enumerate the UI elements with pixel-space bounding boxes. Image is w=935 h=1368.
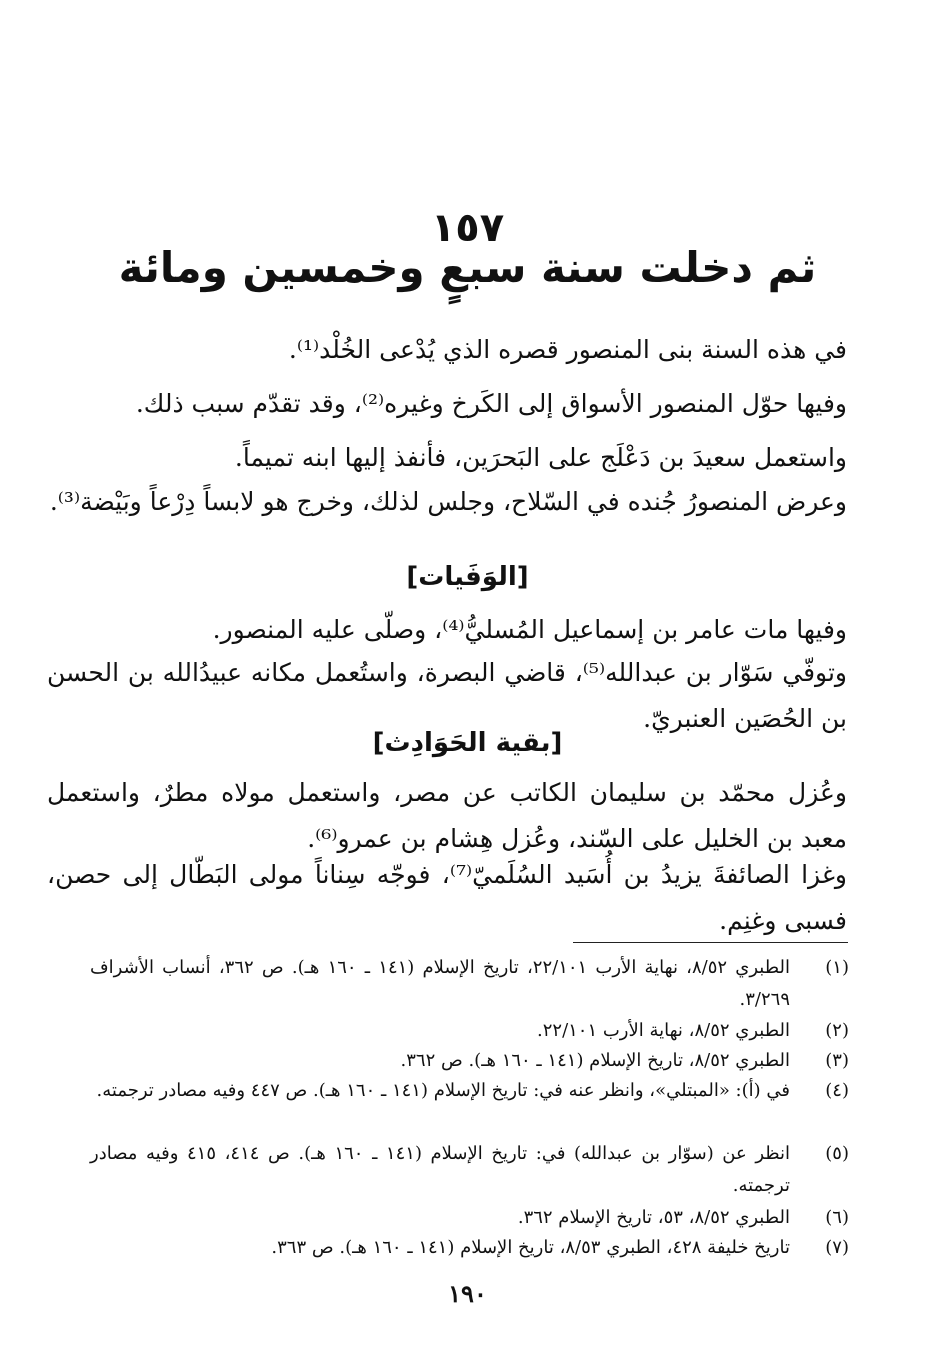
footnote-text: الطبري ٨/٥٢، نهاية الأرب ٢٢/١٠١، تاريخ الإسلام (١٤١ ـ ١٦٠ هـ). ص ٣٦٢، أنساب الأشراف ٣/٢٦٩. bbox=[90, 957, 790, 1010]
paragraph: واستعمل سعيدَ بن دَعْلَج على البَحرَين، فأنفذ إليها ابنه تميماً. bbox=[234, 443, 847, 472]
paragraph: وغزا الصائفةَ يزيدُ بن أُسَيد السُلَميّ⁽⁷⁾، فوجّه سِناناً مولى البَطّال إلى حصن، فسبى وغنِم. bbox=[47, 860, 847, 935]
year-number: ١٥٧ bbox=[430, 205, 505, 251]
footnote-text: في (أ): «المبتلي»، وانظر عنه في: تاريخ الإسلام (١٤١ ـ ١٦٠ هـ). ص ٤٤٧ وفيه مصادر ترجمته. bbox=[96, 1080, 790, 1101]
paragraph: وعرض المنصورُ جُنده في السّلاح، وجلس لذلك، وخرج هو لابساً دِرْعاً وبَيْضة⁽³⁾. bbox=[49, 487, 847, 516]
footnote-text: تاريخ خليفة ٤٢٨، الطبري ٨/٥٣، تاريخ الإسلام (١٤١ ـ ١٦٠ هـ). ص ٣٦٣. bbox=[271, 1237, 790, 1258]
paragraph: وفيها حوّل المنصور الأسواق إلى الكَرخ وغيره⁽²⁾، وقد تقدّم سبب ذلك. bbox=[135, 389, 847, 418]
footnote-number: (٣) bbox=[825, 1050, 849, 1071]
footnote-number: (٥) bbox=[825, 1143, 849, 1164]
paragraph: وعُزل محمّد بن سليمان الكاتب عن مصر، واستعمل مولاه مطرٌ، واستعمل معبد بن الخليل على السّند، وعُزل هِشام بن عمرو⁽⁶⁾. bbox=[47, 778, 847, 853]
footnote-number: (٦) bbox=[825, 1207, 849, 1228]
footnote-divider bbox=[573, 942, 848, 943]
footnote-text: الطبري ٨/٥٢، تاريخ الإسلام (١٤١ ـ ١٦٠ هـ). ص ٣٦٢. bbox=[400, 1050, 790, 1071]
section-heading: [بقية الحَوَادِث] bbox=[372, 728, 563, 758]
footnote-number: (٧) bbox=[825, 1237, 849, 1258]
footnote-number: (١) bbox=[825, 957, 849, 978]
page-number: ١٩٠ bbox=[448, 1279, 487, 1308]
paragraph: في هذه السنة بنى المنصور قصره الذي يُدْعى الخُلْد⁽¹⁾. bbox=[288, 335, 847, 364]
footnote-text: الطبري ٨/٥٢، ٥٣، تاريخ الإسلام ٣٦٢. bbox=[517, 1207, 790, 1228]
chapter-title: ثم دخلت سنة سبعٍ وخمسين ومائة bbox=[118, 243, 817, 292]
paragraph: وتوفّي سَوّار بن عبدالله⁽⁵⁾، قاضي البصرة، واستُعمل مكانه عبيدُالله بن الحسن بن الحُصَين العنبريّ. bbox=[47, 658, 847, 733]
footnote-text: انظر عن (سوّار بن عبدالله) في: تاريخ الإسلام (١٤١ ـ ١٦٠ هـ). ص ٤١٤، ٤١٥ وفيه مصادر ترجمته. bbox=[90, 1143, 791, 1196]
footnote-number: (٤) bbox=[825, 1080, 849, 1101]
footnote-text: الطبري ٨/٥٢، نهاية الأرب ٢٢/١٠١. bbox=[537, 1020, 790, 1041]
footnote-number: (٢) bbox=[825, 1020, 849, 1041]
section-heading: [الوَفَيات] bbox=[406, 562, 529, 592]
paragraph: وفيها مات عامر بن إسماعيل المُسليُّ⁽⁴⁾، وصلّى عليه المنصور. bbox=[212, 615, 847, 644]
